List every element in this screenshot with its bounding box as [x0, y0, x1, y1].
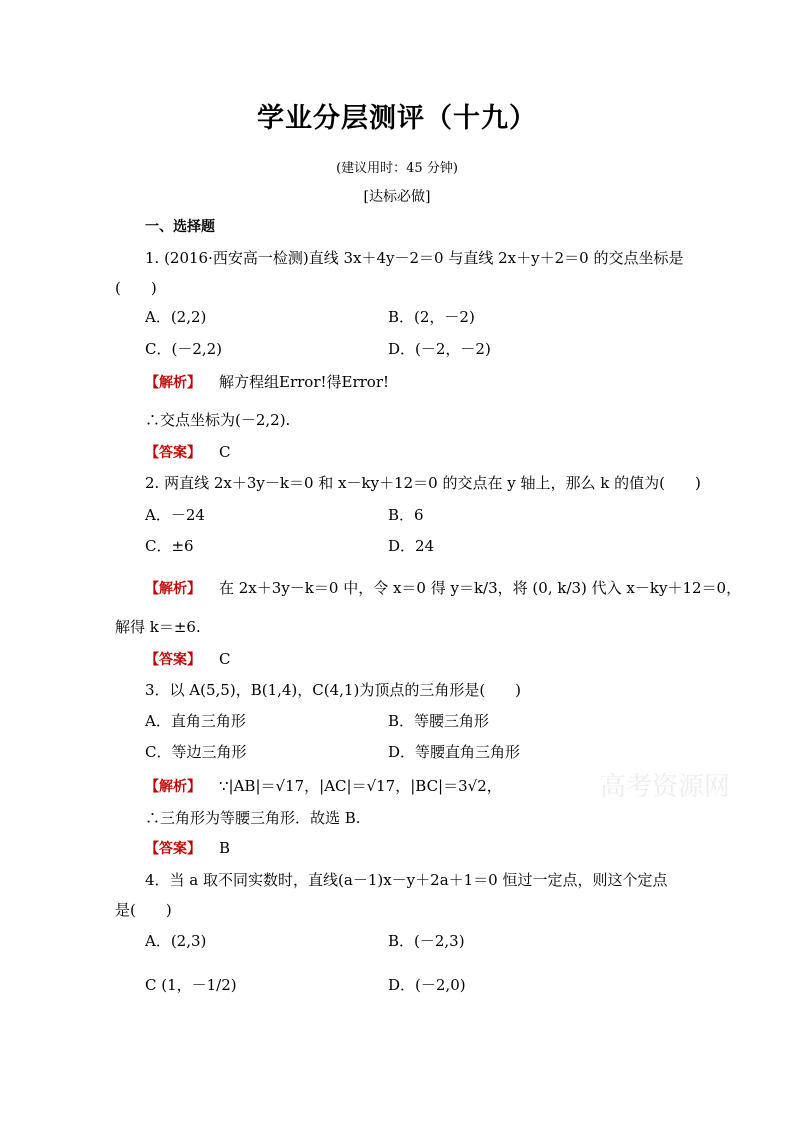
q4-stem-cont: 是( ) — [115, 901, 172, 919]
q4-option-a: A．(2,3) — [145, 932, 207, 950]
answer-label: 【答案】 — [145, 652, 201, 668]
analysis-label: 【解析】 — [145, 581, 201, 597]
q1-answer — [145, 442, 230, 463]
q2-analysis-text: 在 2x＋3y－k＝0 中，令 x＝0 得 y＝k/3，将 (0, k/3) 代入 x－ky＋12＝0， — [219, 579, 742, 597]
q1-analysis-text: 解方程组Error!得Error! — [219, 373, 390, 391]
q1-option-c: C．(－2,2) — [145, 340, 223, 358]
q2-analysis — [145, 578, 741, 599]
watermark: 高考资源网 — [600, 772, 731, 802]
q2-option-d: D．24 — [388, 537, 435, 555]
q3-option-d: D．等腰直角三角形 — [388, 743, 521, 761]
q3-analysis — [145, 776, 502, 797]
answer-label: 【答案】 — [145, 841, 201, 857]
q4-option-c: C (1，－1/2) — [145, 976, 237, 994]
q1-option-b: B．(2，－2) — [388, 308, 475, 326]
answer-label: 【答案】 — [145, 445, 201, 461]
q2-answer-value: C — [219, 650, 231, 668]
q1-analysis-2: ∴交点坐标为(－2,2). — [145, 411, 291, 429]
q3-option-a: A．直角三角形 — [145, 712, 246, 730]
time-note: (建议用时：45 分钟) — [336, 161, 458, 176]
q3-analysis-text: ∵|AB|＝√17，|AC|＝√17，|BC|＝3√2， — [219, 777, 502, 795]
q3-stem: 3．以 A(5,5)，B(1,4)，C(4,1)为顶点的三角形是( ) — [145, 681, 522, 699]
q4-option-b: B．(－2,3) — [388, 932, 465, 950]
q1-stem-cont: ( ) — [115, 279, 157, 297]
page-title: 学业分层测评（十九） — [257, 103, 537, 134]
analysis-label: 【解析】 — [145, 779, 201, 795]
q4-option-d: D．(－2,0) — [388, 976, 466, 994]
q1-stem: 1. (2016·西安高一检测)直线 3x＋4y－2＝0 与直线 2x＋y＋2＝0 的交点坐标是 — [145, 249, 684, 267]
analysis-label: 【解析】 — [145, 375, 201, 391]
q3-analysis-2: ∴三角形为等腰三角形．故选 B. — [145, 809, 361, 827]
q2-answer — [145, 649, 230, 670]
q2-option-b: B．6 — [388, 506, 424, 524]
q3-option-c: C．等边三角形 — [145, 743, 247, 761]
q1-answer-value: C — [219, 443, 231, 461]
q2-option-a: A．－24 — [145, 506, 205, 524]
section-heading: 一、选择题 — [145, 219, 215, 235]
q1-option-a: A．(2,2) — [145, 308, 207, 326]
q3-option-b: B．等腰三角形 — [388, 712, 490, 730]
q3-answer — [145, 838, 230, 859]
q1-option-d: D．(－2，－2) — [388, 340, 491, 358]
q2-stem: 2. 两直线 2x＋3y－k＝0 和 x－ky＋12＝0 的交点在 y 轴上，那么 k 的值为( ) — [145, 474, 701, 492]
q3-answer-value: B — [219, 839, 231, 857]
q2-option-c: C．±6 — [145, 537, 194, 555]
q1-analysis — [145, 372, 389, 393]
q2-analysis-2: 解得 k＝±6. — [115, 618, 201, 636]
level-tag: [达标必做] — [363, 189, 431, 205]
q4-stem: 4．当 a 取不同实数时，直线(a－1)x－y＋2a＋1＝0 恒过一定点，则这个定点 — [145, 871, 668, 889]
